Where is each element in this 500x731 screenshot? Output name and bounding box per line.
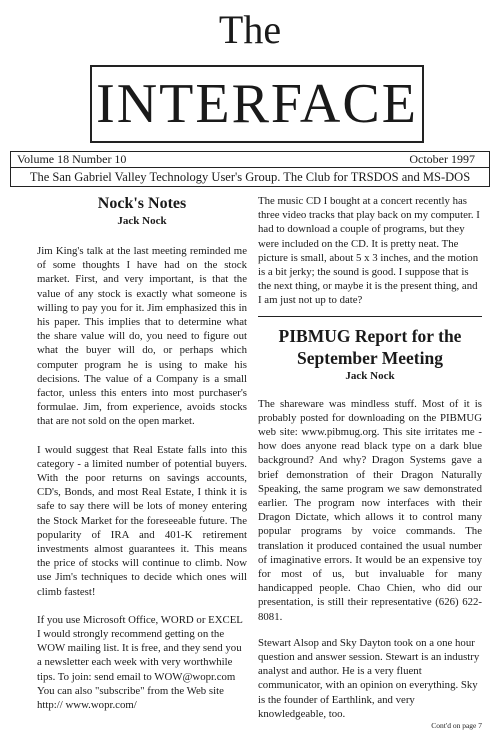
- article-paragraph: If you use Microsoft Office, WORD or EXCEL I would strongly recommend getting on the WOW mailing list. It is free, and they send you a newsletter each week with very worthwhile tips. To join: send email to WOW@wopr.com You can also "subscribe" from the Web site http:// www.wopr.com/: [37, 613, 243, 712]
- article-title: Nock's Notes: [97, 195, 187, 212]
- nocks-notes-article: [37, 194, 247, 712]
- tagline: The San Gabriel Valley Technology User's Group. The Club for TRSDOS and MS-DOS: [10, 167, 490, 187]
- continued-note: Cont'd on page 7: [431, 721, 482, 731]
- volume-row: [10, 151, 490, 167]
- article-paragraph: The shareware was mindless stuff. Most of it is probably posted for downloading on the PIBMUG web site: www.pibmug.org. This site irritates me - how does anyone read black type on a dark blue background? And why? Dragon Systems gave a brief demonstration of their Dragon Naturally Speaking, the same program we saw demonstrated earlier. The program now interfaces with their Dragon Dictate, which allows it to control many popular programs by voice commands. The translation it produced contained the usual number of imaginative errors. It would be an expensive toy for most of us, but invaluable for many handicapped people. Chao Chien, who did our presentation, is still their representative (626) 622-8081.: [258, 397, 482, 623]
- section-divider: [258, 316, 482, 317]
- article-paragraph: Jim King's talk at the last meeting reminded me of some thoughts I have had on the stock market. First, and very important, is that the value of any stock is exactly what someone is willing to pay you for it. Jim emphasized this in his paper. This implies that to determine what the share value will do, you need to figure out what the buyer will do, or perhaps which computer program he is using to make his decisions. The value of a Company is a small factor, unless this enters into most purchaser's formulae. Jim, from experience, avoids stocks that are not sold on the open market.: [37, 245, 247, 428]
- article-byline: Jack Nock: [117, 215, 167, 227]
- pibmug-title-line1: PIBMUG Report for the: [278, 325, 462, 346]
- right-column: [258, 194, 482, 731]
- article-paragraph: Stewart Alsop and Sky Dayton took on a one hour question and answer session. Stewart is an industry analyst and author. He is a very fluent communicator, with an opinion on everything. Sky is the founder of Earthlink, and very knowledgeable, too.: [258, 636, 480, 720]
- masthead-title: INTERFACE: [96, 73, 418, 135]
- article-paragraph: The music CD I bought at a concert recently has three video tracks that play back on my computer. I had to download a couple of programs, but they were included on the CD. It is pretty neat. The picture is small, about 5 x 3 inches, and the motion is a bit jerky; the sound is good. I suppose that is the next thing, or maybe it is the present thing, and I am just not up to date?: [258, 195, 480, 307]
- pibmug-byline: Jack Nock: [345, 369, 395, 382]
- article-paragraph: I would suggest that Real Estate falls into this category - a limited number of potential buyers. With the poor returns on savings accounts, CD's, Bonds, and most Real Estate, I think it is safe to say there will be lots of money entering the Stock Market for the foreseeable future. The popularity of IRA and 401-K retirement investments almost guarantees it. This means the price of stocks will continue to climb. Now use Jim's techniques to decide which ones will climb fastest!: [37, 443, 247, 598]
- volume-number: Volume 18 Number 10: [17, 152, 127, 166]
- issue-date: October 1997: [409, 152, 475, 166]
- masthead-title-box: [90, 65, 424, 143]
- masthead-the: The: [218, 7, 282, 52]
- pibmug-title-line2: September Meeting: [297, 347, 443, 368]
